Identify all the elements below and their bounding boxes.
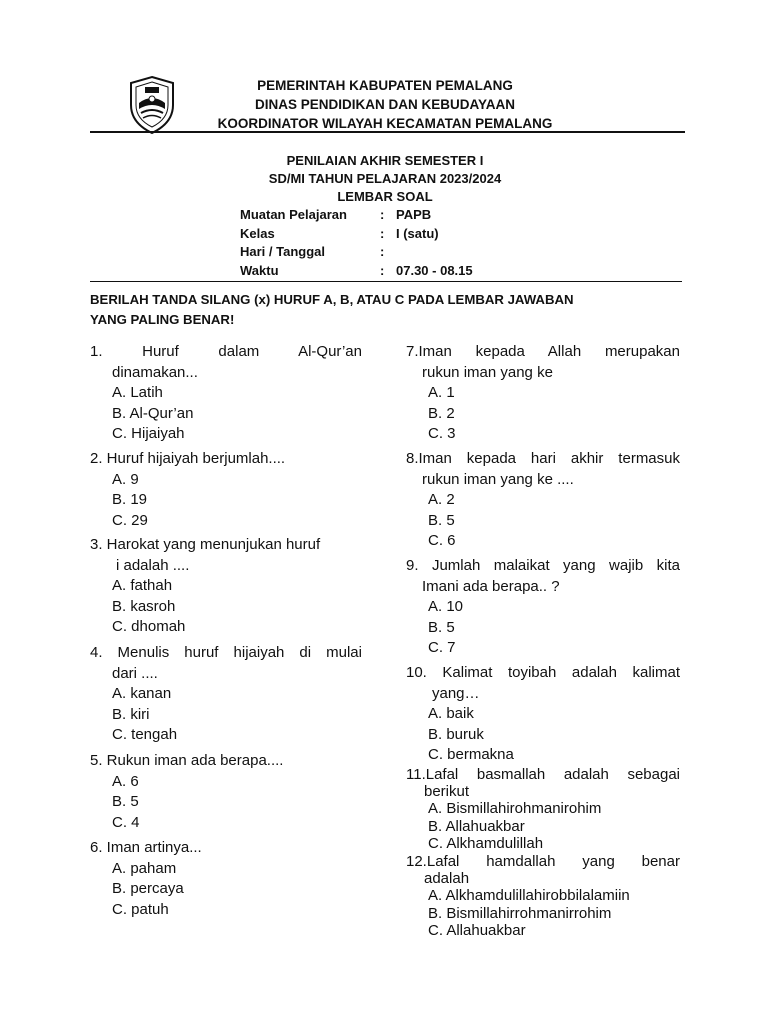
question-text: 4. Menulis huruf hijaiyah di mulai <box>90 644 362 661</box>
question-text-cont: adalah <box>424 870 470 888</box>
option-a: A. Latih <box>112 384 163 401</box>
question-text: 5. Rukun iman ada berapa.... <box>90 752 284 769</box>
option-a: A. kanan <box>112 685 172 702</box>
option-a: A. 1 <box>428 384 455 401</box>
exam-title-3: LEMBAR SOAL <box>337 189 433 204</box>
option-c: C. dhomah <box>112 618 186 635</box>
info-colon: : <box>380 262 385 278</box>
option-b: B. 5 <box>112 793 139 810</box>
question-text-cont: rukun iman yang ke <box>422 363 553 381</box>
info-value: PAPB <box>396 207 432 222</box>
info-label: Kelas <box>240 225 275 241</box>
option-b: B. kiri <box>112 705 150 723</box>
question-5 <box>90 751 362 833</box>
option-b: B. buruk <box>428 725 484 743</box>
question-12 <box>406 853 680 939</box>
option-c: C. Allahuakbar <box>428 921 526 939</box>
option-c: C. bermakna <box>428 746 514 763</box>
question-text: 7.Iman kepada Allah merupakan <box>406 343 680 360</box>
option-b: B. 19 <box>112 491 148 508</box>
option-b: B. 5 <box>428 511 455 529</box>
letterhead-line-3: KOORDINATOR WILAYAH KECAMATAN PEMALANG <box>217 116 553 131</box>
question-11 <box>406 766 680 852</box>
option-a: A. Alkhamdulillahirobbilalamiin <box>428 887 630 905</box>
question-text-cont: dinamakan... <box>112 363 198 381</box>
letterhead-line-1: PEMERINTAH KABUPATEN PEMALANG <box>257 78 513 93</box>
letterhead <box>190 76 580 133</box>
option-a: A. fathah <box>112 577 173 594</box>
option-a: A. 2 <box>428 491 455 508</box>
info-row-subject <box>240 206 473 225</box>
option-b: B. 5 <box>428 618 455 636</box>
question-4 <box>90 643 362 746</box>
info-value: I (satu) <box>396 225 439 241</box>
info-row-time <box>240 262 473 281</box>
info-value: 07.30 - 08.15 <box>396 262 473 278</box>
option-c: C. 7 <box>428 639 456 656</box>
question-text: 10. Kalimat toyibah adalah kalimat <box>406 664 680 681</box>
option-c: C. tengah <box>112 726 178 743</box>
option-a: A. paham <box>112 859 177 877</box>
option-c: C. Alkhamdulillah <box>428 834 544 852</box>
exam-title-2: SD/MI TAHUN PELAJARAN 2023/2024 <box>268 171 502 186</box>
info-colon: : <box>380 207 385 222</box>
info-row-date <box>240 243 473 262</box>
question-text-cont: berikut <box>424 783 470 801</box>
instruction-line-1: BERILAH TANDA SILANG (x) HURUF A, B, ATAU C PADA LEMBAR JAWABAN <box>90 292 574 307</box>
letterhead-divider <box>90 131 685 133</box>
question-6 <box>90 838 362 920</box>
info-colon: : <box>380 244 385 259</box>
question-text: 1. Huruf dalam Al-Qur’an <box>90 343 362 360</box>
instruction <box>90 290 680 330</box>
question-1 <box>90 342 362 445</box>
option-b: B. kasroh <box>112 597 176 615</box>
question-text-cont: rukun iman yang ke .... <box>422 470 574 488</box>
question-text: 11.Lafal basmallah adalah sebagai <box>406 766 680 783</box>
option-a: A. baik <box>428 705 474 722</box>
question-9 <box>406 556 680 659</box>
option-c: C. Hijaiyah <box>112 425 185 442</box>
question-3 <box>90 535 362 638</box>
question-text-cont: yang… <box>432 684 480 702</box>
option-c: C. 6 <box>428 532 456 549</box>
option-b: B. 2 <box>428 404 455 422</box>
option-a: A. Bismillahirohmanirohim <box>428 800 602 818</box>
question-10 <box>406 663 680 766</box>
question-2 <box>90 449 362 531</box>
question-text-cont: Imani ada berapa.. ? <box>422 577 560 595</box>
instruction-line-2: YANG PALING BENAR! <box>90 312 235 327</box>
info-label: Waktu <box>240 262 279 278</box>
info-colon: : <box>380 225 385 241</box>
question-text: 3. Harokat yang menunjukan huruf <box>90 536 321 553</box>
option-a: A. 6 <box>112 772 139 790</box>
exam-title-1: PENILAIAN AKHIR SEMESTER I <box>286 153 484 168</box>
option-b: B. percaya <box>112 880 184 897</box>
exam-info-block <box>240 206 473 280</box>
question-text-cont: dari .... <box>112 664 158 682</box>
regency-emblem-logo <box>127 75 177 135</box>
option-c: C. 4 <box>112 813 140 831</box>
option-c: C. patuh <box>112 900 169 918</box>
section-divider <box>90 281 682 282</box>
info-label: Hari / Tanggal <box>240 244 325 259</box>
option-c: C. 3 <box>428 425 456 442</box>
option-a: A. 9 <box>112 470 139 488</box>
question-text: 12.Lafal hamdallah yang benar <box>406 853 680 870</box>
letterhead-line-2: DINAS PENDIDIKAN DAN KEBUDAYAAN <box>254 97 516 112</box>
option-c: C. 29 <box>112 511 148 529</box>
question-text: 9. Jumlah malaikat yang wajib kita <box>406 557 680 574</box>
question-text: 8.Iman kepada hari akhir termasuk <box>406 450 680 467</box>
question-7 <box>406 342 680 445</box>
question-text: 2. Huruf hijaiyah berjumlah.... <box>90 450 286 467</box>
question-8 <box>406 449 680 552</box>
question-text: 6. Iman artinya... <box>90 839 202 856</box>
option-b: B. Allahuakbar <box>428 817 525 835</box>
option-b: B. Al-Qur’an <box>112 404 194 422</box>
info-label: Muatan Pelajaran <box>240 207 347 222</box>
info-row-class <box>240 225 473 244</box>
question-text-cont: i adalah .... <box>116 556 190 574</box>
option-b: B. Bismillahirrohmanirrohim <box>428 904 612 922</box>
option-a: A. 10 <box>428 598 464 615</box>
